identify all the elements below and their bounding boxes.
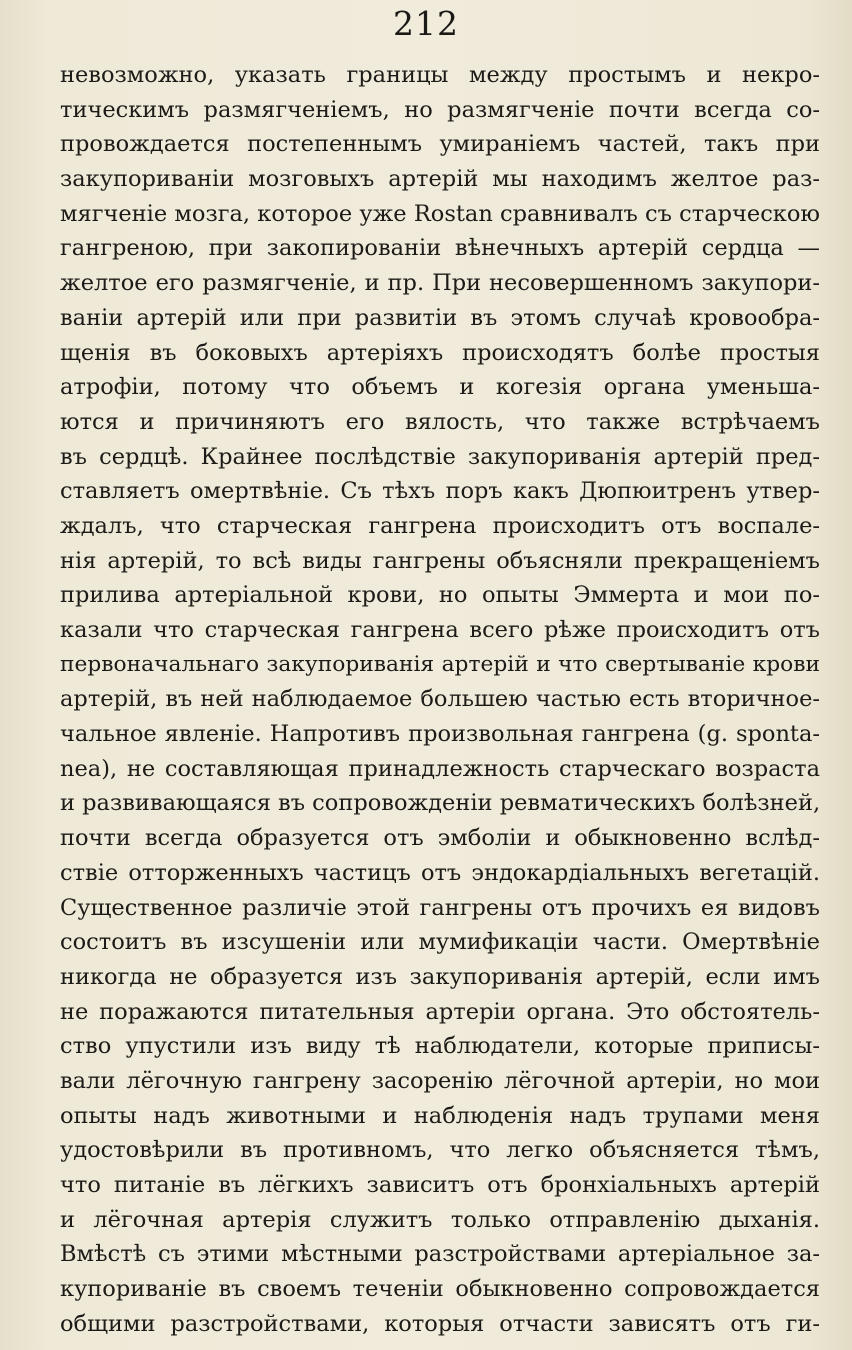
- text-line: почти всегда образуется отъ эмболіи и обыкновенно вслѣд-: [60, 825, 820, 852]
- text-line: желтое его размягченіе, и пр. При несовершенномъ закупори-: [60, 270, 820, 297]
- body-text: [60, 58, 820, 1341]
- text-line: гангреною, при закопированіи вѣнечныхъ артерій сердца —: [60, 235, 820, 262]
- text-line: тическимъ размягченіемъ, но размягченіе почти всегда со-: [60, 96, 820, 123]
- text-line: ются и причиняютъ его вялость, что также встрѣчаемъ: [60, 408, 820, 435]
- text-line: ствіе отторженныхъ частицъ отъ эндокардіальныхъ вегетацій.: [60, 859, 820, 886]
- text-line: провождается постепеннымъ умираніемъ частей, такъ при: [60, 131, 820, 158]
- text-line: щенія въ боковыхъ артеріяхъ происходятъ болѣе простыя: [60, 339, 820, 366]
- text-line: артерій, въ ней наблюдаемое большею частью есть вторичное-: [60, 686, 820, 713]
- text-line: и лёгочная артерія служитъ только отправленію дыханія.: [60, 1206, 820, 1233]
- text-line: опыты надъ животными и наблюденія надъ трупами меня: [60, 1102, 820, 1129]
- text-line: Существенное различіе этой гангрены отъ прочихъ ея видовъ: [60, 894, 820, 921]
- text-line: вали лёгочную гангрену засоренію лёгочной артеріи, но мои: [60, 1067, 820, 1094]
- text-line: общими разстройствами, которыя отчасти зависятъ отъ ги-: [60, 1310, 820, 1337]
- text-line: ждалъ, что старческая гангрена происходитъ отъ воспале-: [60, 512, 820, 539]
- text-line: nea), не составляющая принадлежность старческаго возраста: [60, 755, 820, 782]
- text-line: купориваніе въ своемъ теченіи обыкновенно сопровождается: [60, 1276, 820, 1303]
- text-line: ство упустили изъ виду тѣ наблюдатели, которые приписы-: [60, 1033, 820, 1060]
- text-line: не поражаются питательныя артеріи органа. Это обстоятель-: [60, 998, 820, 1025]
- text-line: нія артерій, то всѣ виды гангрены объясняли прекращеніемъ: [60, 547, 820, 574]
- text-line: состоитъ въ изсушеніи или мумификаціи части. Омертвѣніе: [60, 929, 820, 956]
- text-line: и развивающаяся въ сопровожденіи ревматическихъ болѣзней,: [60, 790, 820, 817]
- text-line: прилива артеріальной крови, но опыты Эммерта и мои по-: [60, 582, 820, 609]
- text-line: удостовѣрили въ противномъ, что легко объясняется тѣмъ,: [60, 1137, 820, 1164]
- text-line: закупориваніи мозговыхъ артерій мы находимъ желтое раз-: [60, 166, 820, 193]
- text-line: казали что старческая гангрена всего рѣже происходитъ отъ: [60, 617, 820, 643]
- page-number: 212: [393, 4, 459, 43]
- text-line: первоначальнаго закупориванія артерій и что свертываніе крови: [60, 651, 820, 677]
- text-line: ставляетъ омертвѣніе. Съ тѣхъ поръ какъ Дюпюитренъ утвер-: [60, 478, 820, 505]
- text-line: Вмѣстѣ съ этими мѣстными разстройствами артеріальное за-: [60, 1241, 820, 1268]
- text-line: атрофіи, потому что объемъ и когезія органа уменьша-: [60, 374, 820, 401]
- text-line: никогда не образуется изъ закупориванія артерій, если имъ: [60, 963, 820, 990]
- text-line: что питаніе въ лёгкихъ зависитъ отъ бронхіальныхъ артерій: [60, 1172, 820, 1198]
- text-line: чальное явленіе. Напротивъ произвольная гангрена (g. sponta-: [60, 721, 820, 748]
- text-line: невозможно, указать границы между простымъ и некро-: [60, 62, 820, 88]
- text-line: ваніи артерій или при развитіи въ этомъ случаѣ кровообра-: [60, 304, 820, 331]
- text-line: въ сердцѣ. Крайнее послѣдствіе закупориванія артерій пред-: [60, 443, 820, 470]
- text-line: мягченіе мозга, которое уже Rostan сравнивалъ съ старческою: [60, 200, 820, 227]
